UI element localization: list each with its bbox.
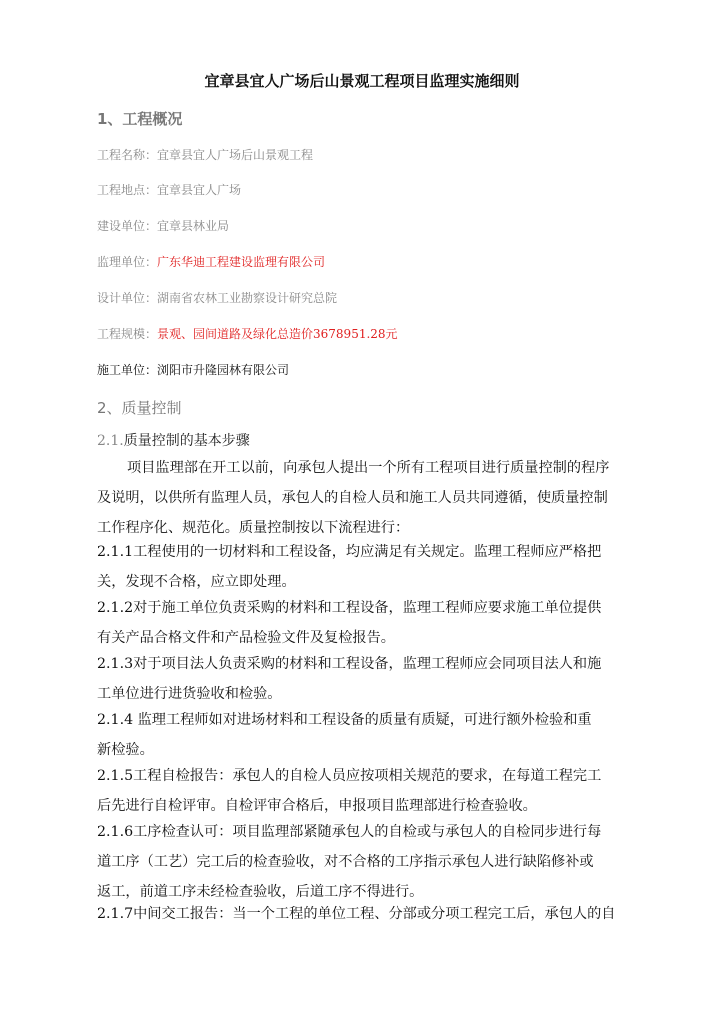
section-heading-overview: 1、工程概况 (97, 110, 183, 128)
document-title: 宜章县宜人广场后山景观工程项目监理实施细则 (204, 72, 520, 90)
info-value: 广东华迪工程建设监理有限公司 (157, 255, 326, 269)
paragraph-line: 工作程序化、规范化。质量控制按以下流程进行： (97, 520, 410, 536)
paragraph-line: 2.1.2对于施工单位负责采购的材料和工程设备，监理工程师应要求施工单位提供 (97, 600, 602, 616)
info-designer (97, 289, 337, 306)
paragraph-2-1-5 (97, 761, 627, 821)
info-value: 景观、园间道路及绿化总造价3678951.28元 (157, 327, 398, 341)
paragraph-2-1-6 (97, 817, 627, 907)
info-label: 建设单位： (97, 219, 158, 233)
paragraph-line: 2.1.5工程自检报告：承包人的自检人员应按项相关规范的要求，在每道工程完工 (97, 768, 602, 784)
paragraph-2-1-3 (97, 649, 627, 709)
info-project-name (97, 146, 313, 163)
info-client (97, 217, 229, 234)
paragraph-line: 2.1.4 监理工程师如对进场材料和工程设备的质量有质疑，可进行额外检验和重 (97, 712, 592, 728)
info-value: 湖南省农林工业勘察设计研究总院 (157, 291, 338, 305)
info-label: 工程规模： (97, 327, 158, 341)
info-label: 工程地点： (97, 183, 158, 197)
paragraph-2-1-2 (97, 593, 627, 653)
subsection-number: 2.1. (97, 433, 124, 449)
paragraph-line: 工单位进行进货验收和检验。 (97, 686, 282, 702)
paragraph-line: 后先进行自检评审。自检评审合格后，申报项目监理部进行检查验收。 (97, 798, 537, 814)
info-value: 浏阳市升隆园林有限公司 (157, 363, 290, 377)
info-value: 宜章县林业局 (157, 219, 230, 233)
paragraph-line: 2.1.1工程使用的一切材料和工程设备，均应满足有关规定。监理工程师应严格把 (97, 544, 602, 560)
paragraph-line: 关，发现不合格，应立即处理。 (97, 574, 296, 590)
paragraph-line: 返工，前道工序未经检查验收，后道工序不得进行。 (97, 884, 424, 900)
info-supervisor (97, 253, 325, 270)
info-label: 监理单位： (97, 255, 158, 269)
paragraph-line: 及说明，以供所有监理人员，承包人的自检人员和施工人员共同遵循，使质量控制 (97, 490, 608, 506)
info-project-location (97, 181, 241, 198)
paragraph-line: 有关产品合格文件和产品检验文件及复检报告。 (97, 630, 395, 646)
paragraph-line: 新检验。 (97, 742, 154, 758)
paragraph-2-1-1 (97, 537, 627, 597)
paragraph-intro (97, 453, 627, 543)
paragraph-2-1-4 (97, 705, 627, 765)
info-label: 工程名称： (97, 148, 158, 162)
paragraph-line: 道工序（工艺）完工后的检查验收，对不合格的工序指示承包人进行缺陷修补或 (97, 854, 594, 870)
info-value: 宜章县宜人广场 (157, 183, 242, 197)
info-contractor (97, 361, 289, 378)
paragraph-line: 2.1.3对于项目法人负责采购的材料和工程设备，监理工程师应会同项目法人和施 (97, 656, 602, 672)
info-label: 施工单位： (97, 363, 158, 377)
section-heading-quality: 2、质量控制 (97, 399, 182, 417)
paragraph-line: 项目监理部在开工以前，向承包人提出一个所有工程项目进行质量控制的程序 (127, 460, 610, 476)
paragraph-line: 2.1.6工序检查认可：项目监理部紧随承包人的自检或与承包人的自检同步进行每 (97, 824, 602, 840)
info-label: 设计单位： (97, 291, 158, 305)
subsection-title: 质量控制的基本步骤 (123, 433, 250, 449)
paragraph-line: 2.1.7中间交工报告：当一个工程的单位工程、分部或分项工程完工后，承包人的自 (97, 906, 616, 922)
info-scale (97, 325, 398, 342)
subsection-heading (97, 430, 250, 450)
info-value: 宜章县宜人广场后山景观工程 (157, 148, 314, 162)
paragraph-2-1-7 (97, 899, 627, 929)
